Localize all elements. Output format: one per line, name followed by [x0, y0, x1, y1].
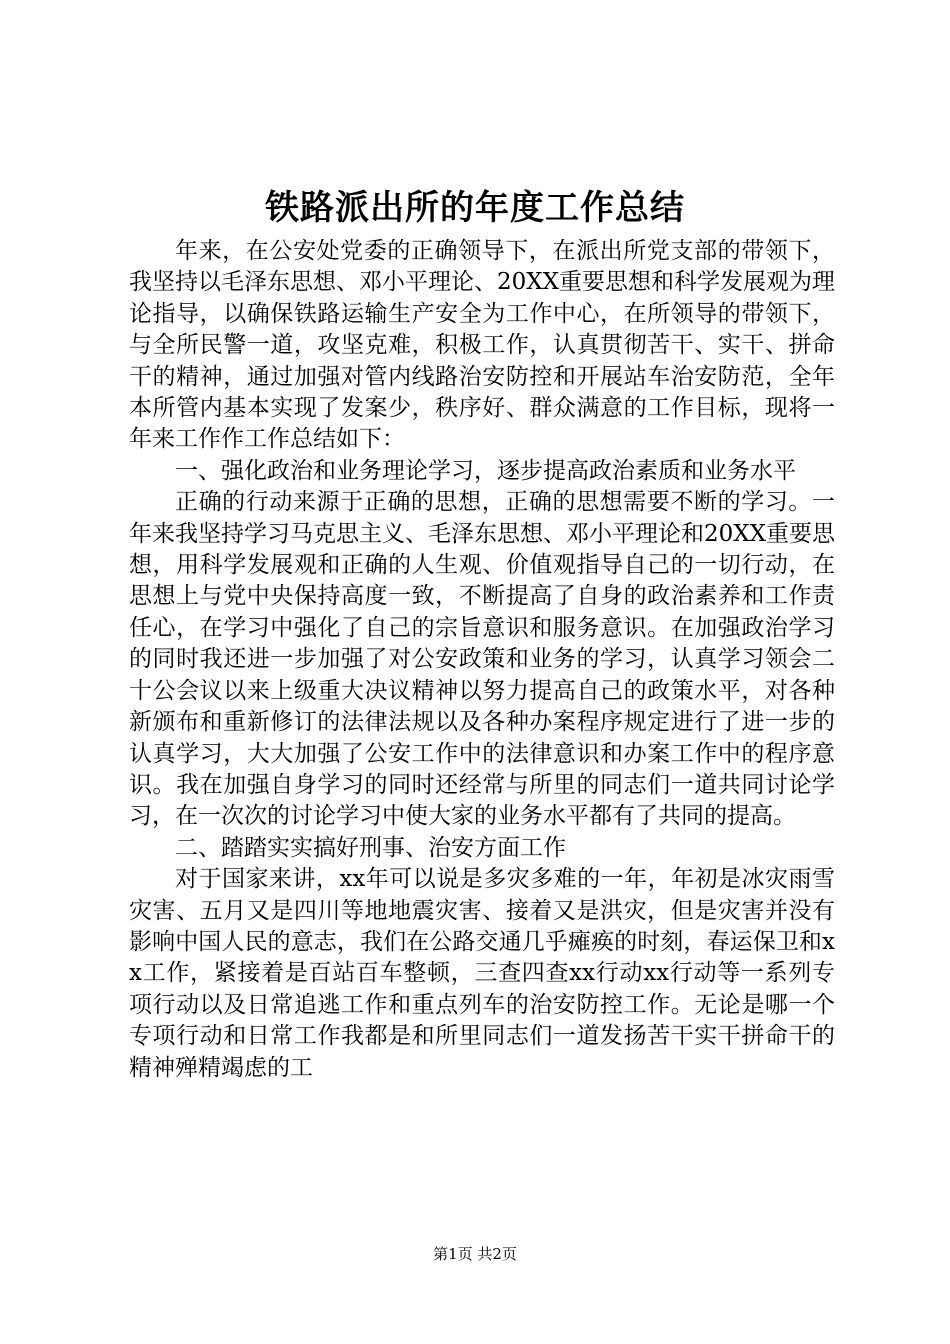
document-body	[129, 236, 835, 1084]
intro-paragraph: 年来，在公安处党委的正确领导下，在派出所党支部的带领下，我坚持以毛泽东思想、邓小平理论、20XX重要思想和科学发展观为理论指导，以确保铁路运输生产安全为工作中心，在所领导的带领下，与全所民警一道，攻坚克难，积极工作，认真贯彻苦干、实干、拼命干的精神，通过加强对管内线路治安防控和开展站车治安防范，全年本所管内基本实现了发案少，秩序好、群众满意的工作目标，现将一年来工作作工作总结如下：	[129, 238, 836, 453]
section-2-paragraph: 对于国家来讲，xx年可以说是多灾多难的一年，年初是冰灾雨雪灾害、五月又是四川等地地震灾害、接着又是洪灾，但是灾害并没有影响中国人民的意志，我们在公路交通几乎瘫痪的时刻，春运保卫和xx工作，紧接着是百站百车整顿，三查四查xx行动xx行动等一系列专项行动以及日常追逃工作和重点列车的治安防控工作。无论是哪一个专项行动和日常工作我都是和所里同志们一道发扬苦干实干拼命干的精神殚精竭虑的工	[129, 866, 835, 1081]
section-1-paragraph: 正确的行动来源于正确的思想，正确的思想需要不断的学习。一年来我坚持学习马克思主义、毛泽东思想、邓小平理论和20XX重要思想，用科学发展观和正确的人生观、价值观指导自己的一切行动，在思想上与党中央保持高度一致，不断提高了自身的政治素养和工作责任心，在学习中强化了自己的宗旨意识和服务意识。在加强政治学习的同时我还进一步加强了对公安政策和业务的学习，认真学习领会二十公会议以来上级重大决议精神以努力提高自己的政策水平，对各种新颁布和重新修订的法律法规以及各种办案程序规定进行了进一步的认真学习，大大加强了公安工作中的法律意识和办案工作中的程序意识。我在加强自身学习的同时还经常与所里的同志们一道共同讨论学习，在一次次的讨论学习中使大家的业务水平都有了共同的提高。	[129, 489, 836, 830]
section-heading-2: 二、踏踏实实搞好刑事、治安方面工作	[175, 834, 566, 861]
page-footer: 第1页 共2页	[433, 1245, 517, 1263]
document-title: 铁路派出所的年度工作总结	[265, 188, 685, 228]
section-heading-1: 一、强化政治和业务理论学习，逐步提高政治素质和业务水平	[175, 457, 796, 484]
